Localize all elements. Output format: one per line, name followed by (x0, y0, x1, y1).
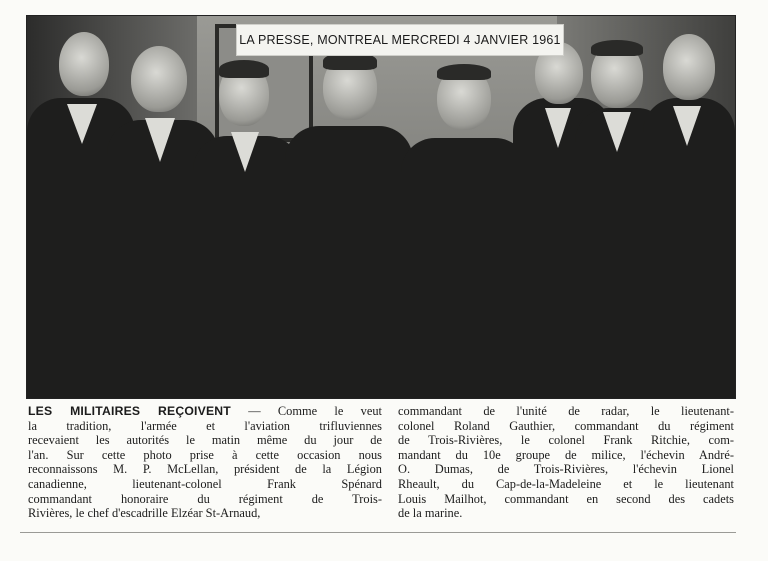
caption-line: recevaient les autorités le matin même du jour de (28, 433, 382, 448)
group-photo (26, 15, 736, 399)
caption-line: mandant du 10e groupe de milice, l'échevin André- (398, 447, 734, 462)
caption-line: l'an. Sur cette photo prise à cette occasion nous (28, 447, 382, 462)
caption-headline: LES MILITAIRES REÇOIVENT (28, 404, 231, 418)
caption-line: commandant de l'unité de radar, le lieutenant- (398, 404, 734, 418)
caption-line: canadienne, lieutenant-colonel Frank Spénard (28, 476, 382, 491)
dateline: LA PRESSE, MONTREAL MERCREDI 4 JANVIER 1961 (236, 24, 564, 56)
caption-line: Louis Mailhot, commandant en second des cadets (398, 491, 734, 506)
caption-line: commandant honoraire du régiment de Trois- (28, 491, 382, 506)
caption-line: O. Dumas, de Trois-Rivières, l'échevin Lionel (398, 462, 734, 477)
caption-line (28, 404, 382, 419)
caption-left-column (28, 404, 382, 521)
caption-line: de la marine. (398, 506, 463, 521)
caption-line: reconnaissons M. P. McLellan, président de la Légion (28, 462, 382, 477)
caption-line: la tradition, l'armée et l'aviation trifluviennes (28, 418, 382, 433)
bottom-rule (20, 532, 736, 533)
caption-line: Rheault, du Cap-de-la-Madeleine et le lieutenant (398, 476, 734, 491)
caption-line: de Trois-Rivières, le colonel Frank Ritchie, com- (398, 433, 734, 448)
person-8 (643, 34, 735, 398)
person-4 (285, 54, 413, 398)
caption-line-text: — Comme le veut (230, 404, 382, 418)
caption-line: colonel Roland Gauthier, commandant du régiment (398, 418, 734, 433)
caption-line: Rivières, le chef d'escadrille Elzéar St-Arnaud, (28, 506, 261, 521)
person-5 (401, 66, 529, 398)
caption-right-column (398, 404, 734, 521)
